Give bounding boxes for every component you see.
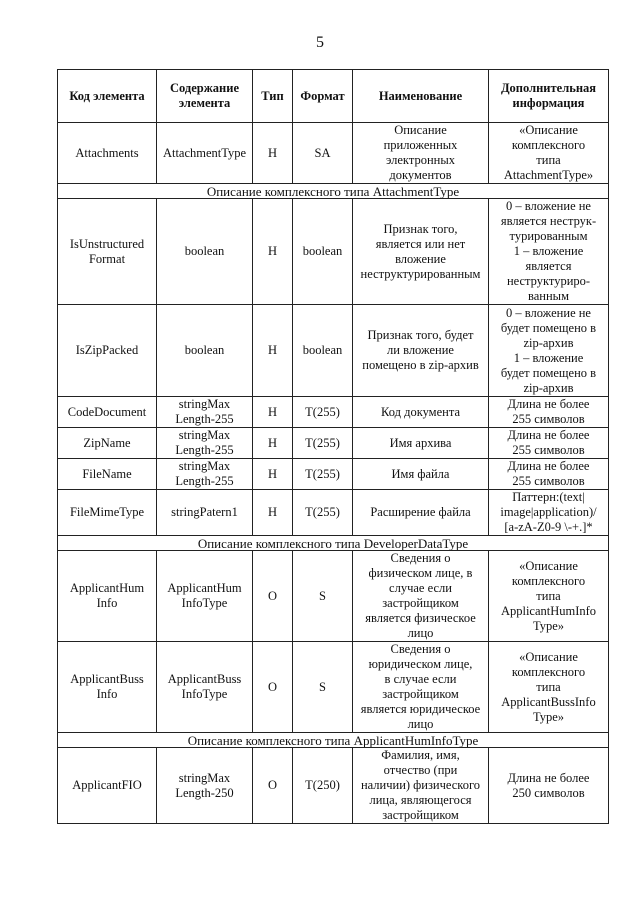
cell-type: Н <box>253 305 293 397</box>
cell-element-content: AttachmentType <box>157 123 253 184</box>
cell-name: Сведения о физическом лице, в случае если застройщиком является физическое лицо <box>353 551 489 642</box>
elements-table <box>57 69 609 824</box>
table-row <box>58 123 609 184</box>
cell-format: T(255) <box>293 428 353 459</box>
header-element-code: Код элемента <box>58 70 157 123</box>
cell-type: Н <box>253 199 293 305</box>
cell-element-content: stringMax Length-255 <box>157 459 253 490</box>
section-heading-row <box>58 733 609 748</box>
cell-name: Признак того, является или нет вложение неструктурированным <box>353 199 489 305</box>
table-row <box>58 490 609 536</box>
section-heading: Описание комплексного типа ApplicantHumInfoType <box>58 733 609 748</box>
cell-type: О <box>253 642 293 733</box>
cell-additional-info: 0 – вложение не будет помещено в zip-архив 1 – вложение будет помещено в zip-архив <box>489 305 609 397</box>
cell-name: Описание приложенных электронных документов <box>353 123 489 184</box>
header-additional-info: Дополнительная информация <box>489 70 609 123</box>
section-heading: Описание комплексного типа AttachmentType <box>58 184 609 199</box>
cell-element-code: IsZipPacked <box>58 305 157 397</box>
cell-element-content: boolean <box>157 199 253 305</box>
cell-element-content: ApplicantHum InfoType <box>157 551 253 642</box>
cell-type: Н <box>253 490 293 536</box>
section-heading-row <box>58 536 609 551</box>
cell-element-code: CodeDocument <box>58 397 157 428</box>
cell-element-content: boolean <box>157 305 253 397</box>
cell-element-code: Attachments <box>58 123 157 184</box>
cell-element-code: ApplicantBuss Info <box>58 642 157 733</box>
cell-format: boolean <box>293 199 353 305</box>
cell-format: T(255) <box>293 490 353 536</box>
header-element-content: Содержание элемента <box>157 70 253 123</box>
cell-element-code: FileMimeType <box>58 490 157 536</box>
table-row <box>58 459 609 490</box>
cell-type: О <box>253 748 293 824</box>
cell-name: Имя файла <box>353 459 489 490</box>
table-header-row <box>58 70 609 123</box>
cell-element-content: ApplicantBuss InfoType <box>157 642 253 733</box>
cell-name: Признак того, будет ли вложение помещено в zip-архив <box>353 305 489 397</box>
cell-element-code: ApplicantHum Info <box>58 551 157 642</box>
header-type: Тип <box>253 70 293 123</box>
cell-element-content: stringMax Length-255 <box>157 397 253 428</box>
header-format: Формат <box>293 70 353 123</box>
table-row <box>58 428 609 459</box>
cell-additional-info: «Описание комплексного типа ApplicantHumInfo Type» <box>489 551 609 642</box>
cell-type: Н <box>253 428 293 459</box>
cell-format: T(255) <box>293 459 353 490</box>
header-name: Наименование <box>353 70 489 123</box>
cell-format: boolean <box>293 305 353 397</box>
section-heading: Описание комплексного типа DeveloperDataType <box>58 536 609 551</box>
cell-name: Фамилия, имя, отчество (при наличии) физического лица, являющегося застройщиком <box>353 748 489 824</box>
cell-additional-info: Паттерн:(text| image|application)/ [a-zA-Z0-9 \-+.]* <box>489 490 609 536</box>
cell-format: S <box>293 551 353 642</box>
section-heading-row <box>58 184 609 199</box>
table-row <box>58 397 609 428</box>
cell-additional-info: Длина не более 255 символов <box>489 459 609 490</box>
cell-format: SA <box>293 123 353 184</box>
cell-name: Сведения о юридическом лице, в случае если застройщиком является юридическое лицо <box>353 642 489 733</box>
cell-type: О <box>253 551 293 642</box>
cell-element-code: IsUnstructured Format <box>58 199 157 305</box>
page-number: 5 <box>316 34 324 51</box>
cell-element-code: ApplicantFIO <box>58 748 157 824</box>
cell-element-code: FileName <box>58 459 157 490</box>
cell-format: S <box>293 642 353 733</box>
cell-additional-info: Длина не более 255 символов <box>489 397 609 428</box>
cell-element-content: stringMax Length-250 <box>157 748 253 824</box>
cell-element-content: stringMax Length-255 <box>157 428 253 459</box>
cell-name: Код документа <box>353 397 489 428</box>
cell-type: Н <box>253 459 293 490</box>
cell-type: Н <box>253 123 293 184</box>
cell-format: T(250) <box>293 748 353 824</box>
cell-type: Н <box>253 397 293 428</box>
cell-element-content: stringPatern1 <box>157 490 253 536</box>
cell-additional-info: Длина не более 250 символов <box>489 748 609 824</box>
cell-additional-info: Длина не более 255 символов <box>489 428 609 459</box>
cell-additional-info: «Описание комплексного типа AttachmentType» <box>489 123 609 184</box>
table-row <box>58 551 609 642</box>
cell-name: Имя архива <box>353 428 489 459</box>
table-row <box>58 199 609 305</box>
cell-name: Расширение файла <box>353 490 489 536</box>
cell-element-code: ZipName <box>58 428 157 459</box>
table-body <box>58 123 609 824</box>
cell-additional-info: «Описание комплексного типа ApplicantBussInfo Type» <box>489 642 609 733</box>
table-row <box>58 748 609 824</box>
table-row <box>58 642 609 733</box>
cell-format: T(255) <box>293 397 353 428</box>
cell-additional-info: 0 – вложение не является неструк- турированным 1 – вложение является неструктуриро- ванным <box>489 199 609 305</box>
table-row <box>58 305 609 397</box>
